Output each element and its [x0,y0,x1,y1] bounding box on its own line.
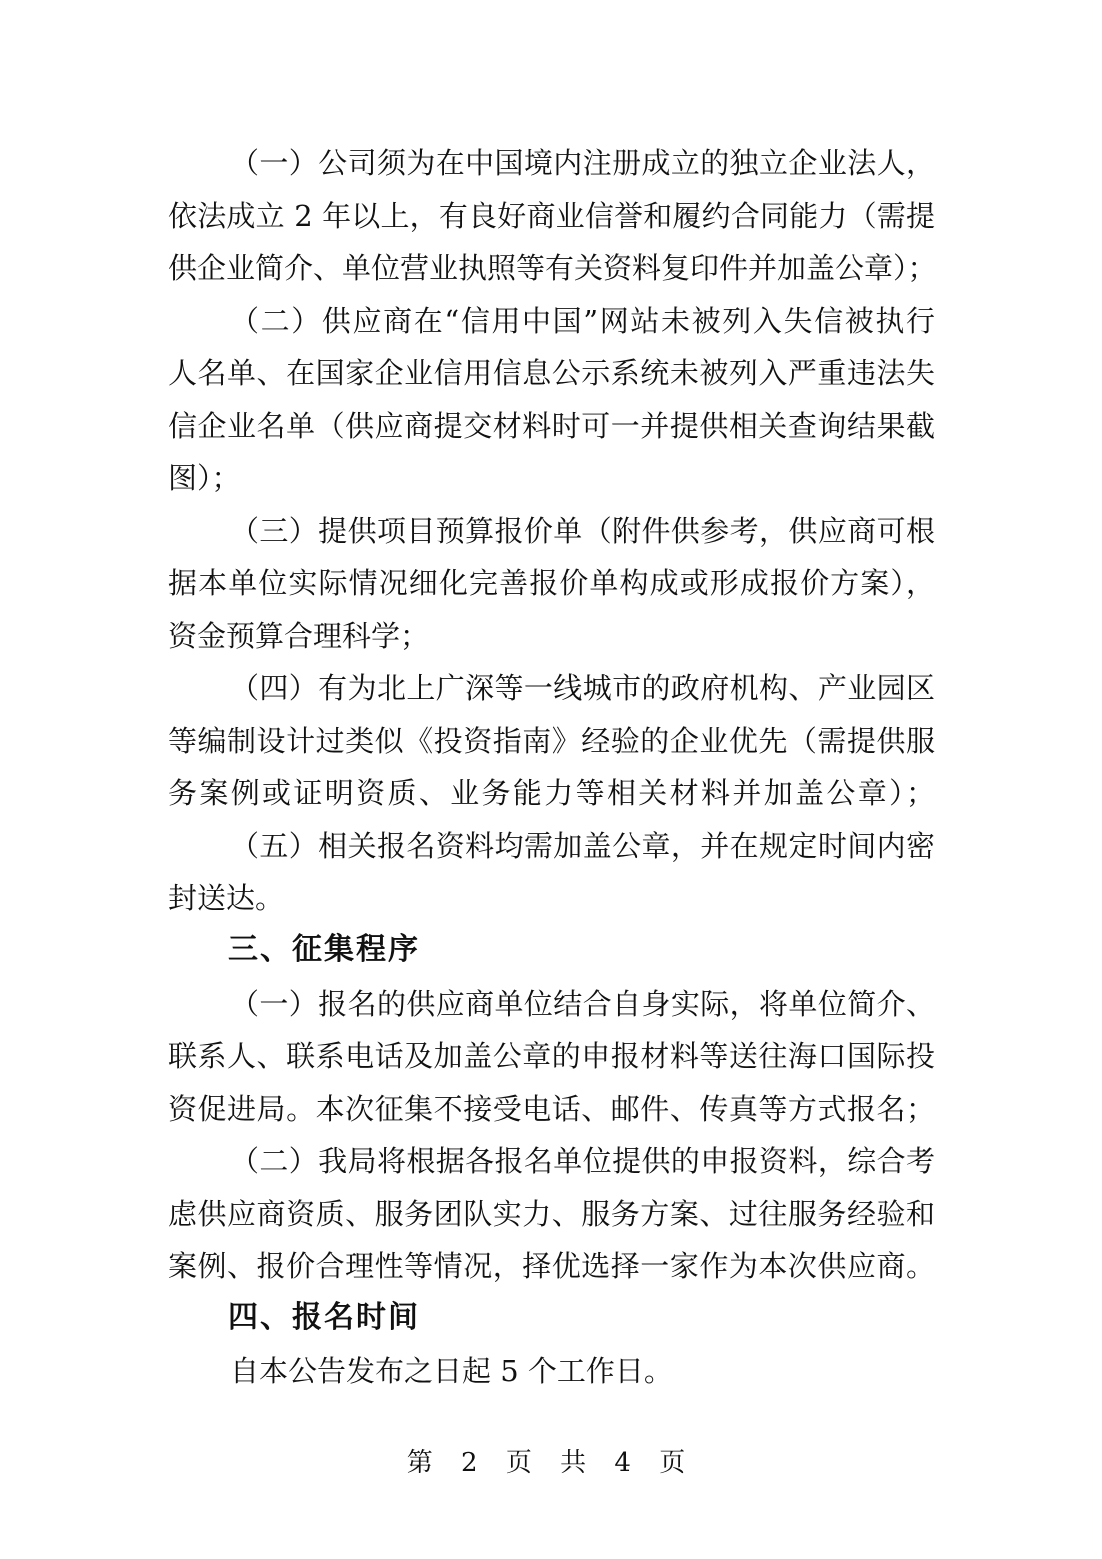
section-heading: 四、报名时间 [228,1300,420,1335]
text-line: 资促进局。本次征集不接受电话、邮件、传真等方式报名； [168,1092,935,1126]
text-line: 封送达。 [168,881,285,915]
text-line: 等编制设计过类似《投资指南》经验的企业优先（需提供服 [168,724,935,758]
text-line: 资金预算合理科学； [168,619,430,653]
text-line: 虑供应商资质、服务团队实力、服务方案、过往服务经验和 [168,1197,935,1231]
text-line: （三）提供项目预算报价单（附件供参考，供应商可根 [230,514,935,548]
text-line: （二）我局将根据各报名单位提供的申报资料，综合考 [230,1144,935,1178]
text-line: 图）； [168,461,241,495]
section-heading: 三、征集程序 [228,932,420,967]
text-line: （一）公司须为在中国境内注册成立的独立企业法人， [230,146,935,180]
text-line: 自本公告发布之日起 5 个工作日。 [230,1354,673,1388]
text-line: 案例、报价合理性等情况，择优选择一家作为本次供应商。 [168,1249,935,1283]
text-line: （五）相关报名资料均需加盖公章，并在规定时间内密 [230,829,935,863]
text-line: （四）有为北上广深等一线城市的政府机构、产业园区 [230,671,935,705]
text-line: 供企业简介、单位营业执照等有关资料复印件并加盖公章）； [168,251,937,285]
text-line: 信企业名单（供应商提交材料时可一并提供相关查询结果截 [168,409,935,443]
text-line: 务案例或证明资质、业务能力等相关材料并加盖公章）； [168,776,935,810]
text-line: 人名单、在国家企业信用信息公示系统未被列入严重违法失 [168,356,935,390]
text-line: （二）供应商在“信用中国”网站未被列入失信被执行 [230,304,935,338]
text-line: 据本单位实际情况细化完善报价单构成或形成报价方案）， [168,566,935,600]
text-line: 联系人、联系电话及加盖公章的申报材料等送往海口国际投 [168,1039,935,1073]
text-line: 依法成立 2 年以上，有良好商业信誉和履约合同能力（需提 [168,199,935,233]
text-line: （一）报名的供应商单位结合自身实际，将单位简介、 [230,987,935,1021]
page-footer: 第 2 页 共 4 页 [406,1448,696,1478]
